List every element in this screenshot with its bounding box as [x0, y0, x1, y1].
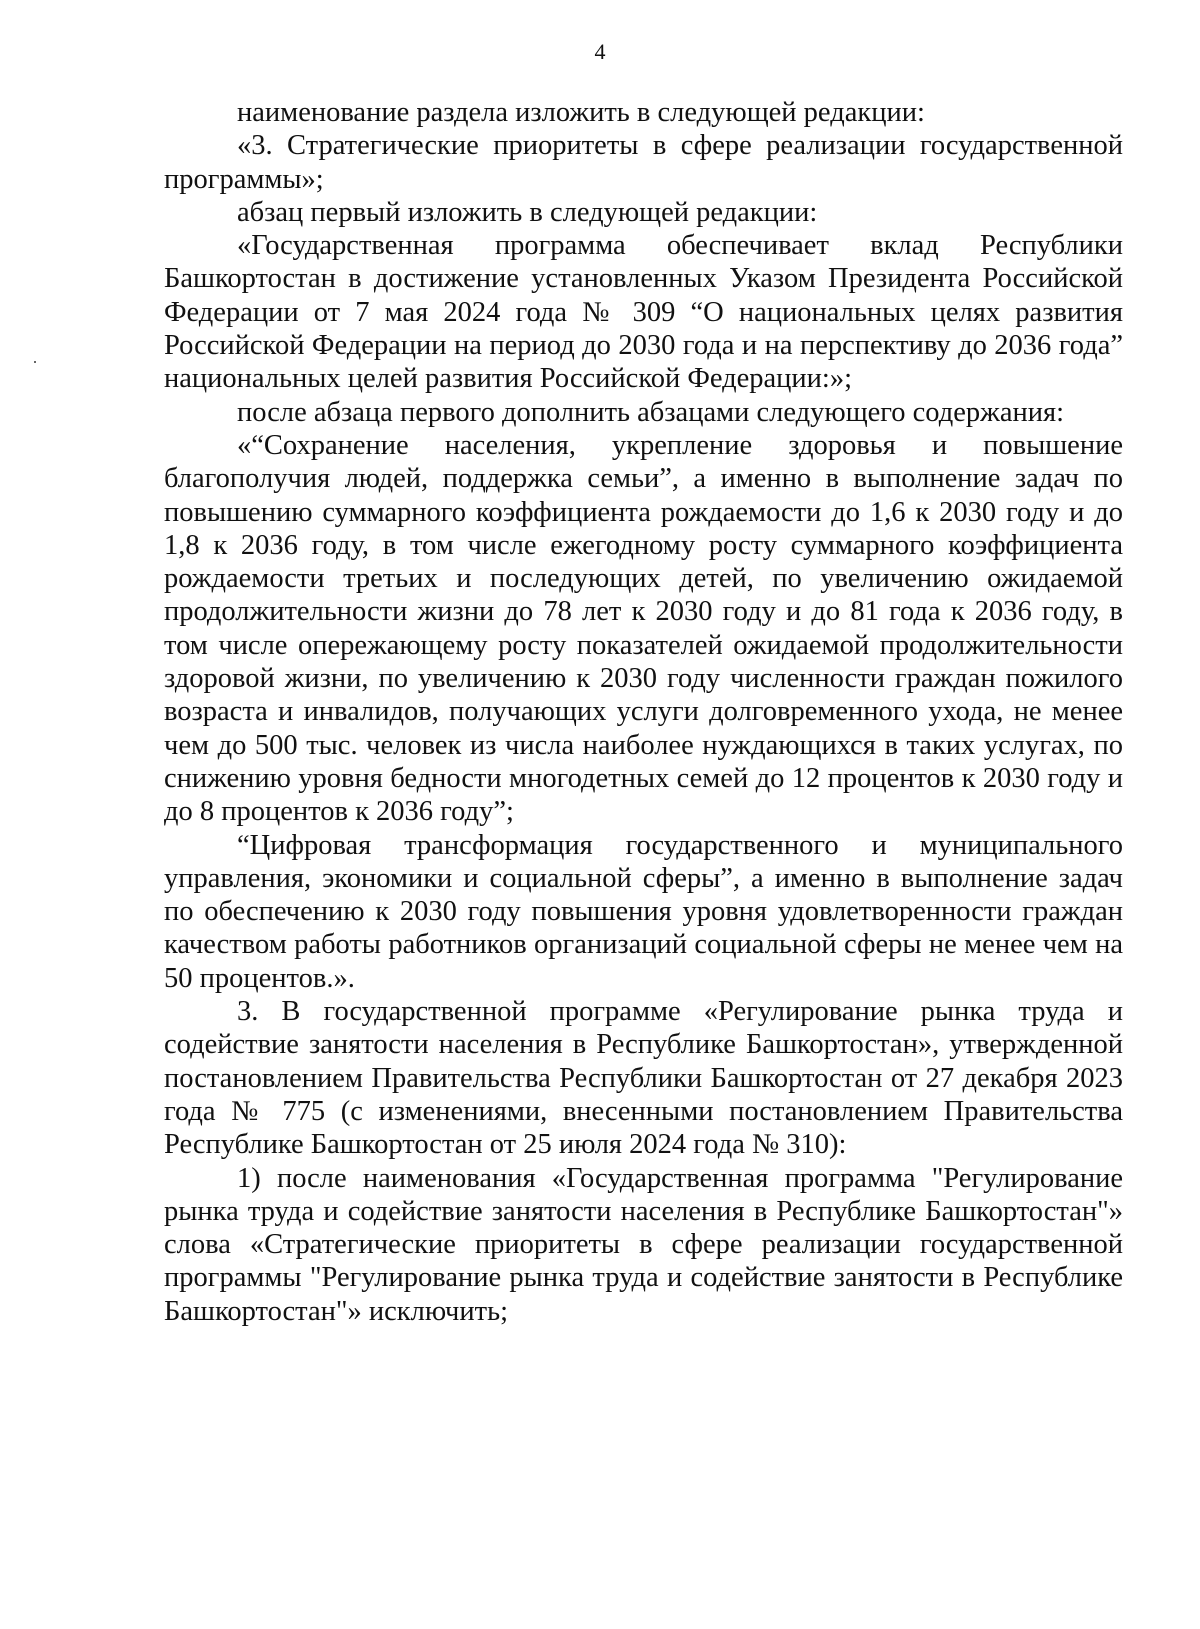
paragraph-item-3-labor-program: 3. В государственной программе «Регулирование рынка труда и содействие занятости населения в Республике Башкортостан», утвержденной постановлением Правительства Республики Башкортостан от 27 декабря 2023 года № 775 (с изменениями, внесенными постановлением Правительства Республике Башкортостан от 25 июля 2024 года № 310): [164, 996, 1123, 1161]
paragraph-digital-goal: “Цифровая трансформация государственного и муниципального управления, экономики и социальной сферы”, а именно в выполнение задач по обеспечению к 2030 году повышения уровня удовлетворенности граждан качеством работы работников организаций социальной сферы не менее чем на 50 процентов.». [164, 829, 1123, 994]
paragraph-first-abzac-intro: абзац первый изложить в следующей редакции: [237, 196, 818, 228]
paragraph-population-goal: «“Сохранение населения, укрепление здоровья и повышение благополучия людей, поддержка семьи”, а именно в выполнение задач по повышению суммарного коэффициента рождаемости до 1,6 к 2030 году и до 1,8 к 2036 году, в том числе ежегодному росту суммарного коэффициента рождаемости третьих и последующих детей, по увеличению ожидаемой продолжительности жизни до 78 лет к 2030 году и до 81 года к 2036 году, в том числе опережающему росту показателей ожидаемой продолжительности здоровой жизни, по увеличению к 2030 году численности граждан пожилого возраста и инвалидов, получающих услуги долговременного ухода, не менее чем до 500 тыс. человек из числа наиболее нуждающихся в таких услугах, по снижению уровня бедности многодетных семей до 12 процентов к 2030 году и до 8 процентов к 2036 году”; [164, 429, 1123, 828]
paragraph-section-title-intro: наименование раздела изложить в следующей редакции: [237, 97, 925, 128]
scan-artifact [34, 361, 36, 363]
paragraph-add-abzacs-intro: после абзаца первого дополнить абзацами следующего содержания: [237, 396, 1065, 428]
document-body [164, 96, 1123, 1328]
page-number: 4 [594, 39, 606, 64]
paragraph-section-title: «3. Стратегические приоритеты в сфере реализации государственной программы»; [164, 130, 1123, 195]
paragraph-subitem-1: 1) после наименования «Государственная программа "Регулирование рынка труда и содействие занятости населения в Республике Башкортостан"» слова «Стратегические приоритеты в сфере реализации государственной программы "Регулирование рынка труда и содействие занятости в Республике Башкортостан"» исключить; [164, 1162, 1123, 1327]
paragraph-program-contribution: «Государственная программа обеспечивает вклад Республики Башкортостан в достижение установленных Указом Президента Российской Федерации от 7 мая 2024 года № 309 “О национальных целях развития Российской Федерации на период до 2030 года и на перспективу до 2036 года” национальных целей развития Российской Федерации:»; [164, 230, 1123, 395]
